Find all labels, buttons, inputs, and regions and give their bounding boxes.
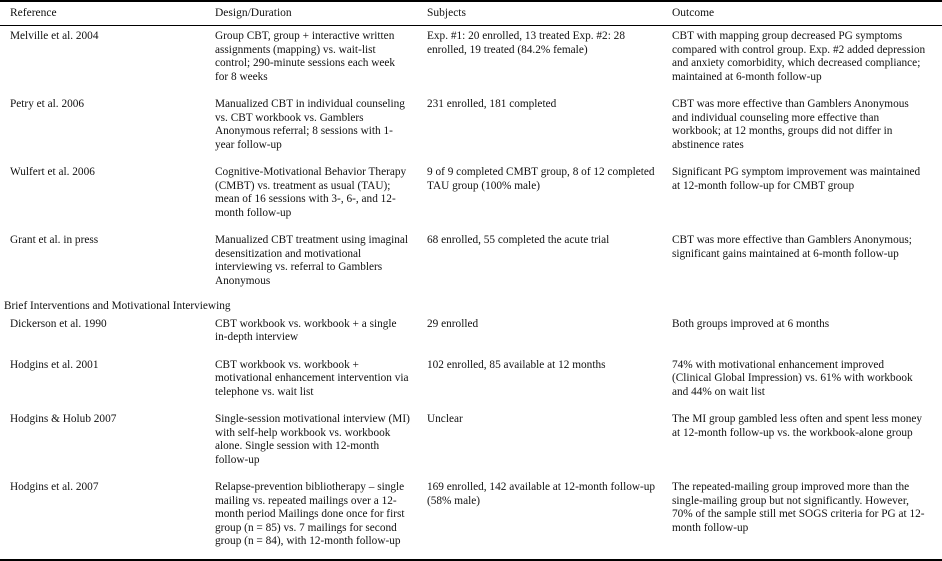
column-header-subjects: Subjects bbox=[427, 1, 672, 26]
table-row bbox=[0, 162, 942, 230]
table-body bbox=[0, 26, 942, 560]
table-row bbox=[0, 26, 942, 95]
cell-design: Cognitive-Motivational Behavior Therapy (CMBT) vs. treatment as usual (TAU); mean of 16 sessions with 3-, 6-, and 12-month follow-up bbox=[215, 166, 407, 219]
cell-outcome: 74% with motivational enhancement improved (Clinical Global Impression) vs. 61% with workbook and 44% on wait list bbox=[672, 358, 913, 398]
section-row bbox=[0, 298, 942, 314]
table-row bbox=[0, 477, 942, 560]
table-header bbox=[0, 1, 942, 26]
cell-design: Manualized CBT treatment using imaginal desensitization and motivational interviewing vs. referral to Gamblers Anonymous bbox=[215, 234, 409, 287]
table-row bbox=[0, 230, 942, 298]
cell-design: CBT workbook vs. workbook + a single in-depth interview bbox=[215, 317, 397, 343]
cell-reference: Grant et al. in press bbox=[10, 234, 99, 246]
cell-subjects: 9 of 9 completed CMBT group, 8 of 12 completed TAU group (100% male) bbox=[427, 166, 655, 192]
cell-subjects: 169 enrolled, 142 available at 12-month follow-up (58% male) bbox=[427, 481, 656, 507]
cell-reference: Wulfert et al. 2006 bbox=[10, 166, 95, 178]
cell-design: CBT workbook vs. workbook + motivational enhancement intervention via telephone vs. wait list bbox=[215, 358, 409, 398]
cell-reference: Hodgins et al. 2007 bbox=[10, 481, 99, 493]
cell-reference: Hodgins & Holub 2007 bbox=[10, 413, 117, 425]
column-header-design: Design/Duration bbox=[215, 1, 427, 26]
header-row bbox=[0, 1, 942, 26]
cell-outcome: Significant PG symptom improvement was maintained at 12-month follow-up for CMBT group bbox=[672, 166, 921, 192]
table-row bbox=[0, 94, 942, 162]
cell-outcome: The repeated-mailing group improved more than the single-mailing group but not significantly. However, 70% of the sample still met SOGS criteria for PG at 12-month follow-up bbox=[672, 481, 925, 534]
cell-reference: Dickerson et al. 1990 bbox=[10, 317, 107, 330]
cell-design: Relapse-prevention bibliotherapy – single mailing vs. repeated mailings over a 12-month period Mailings done once for first group (n = 85) vs. 7 mailings for second group (n = 84), with 12-month follow-up bbox=[215, 481, 405, 547]
cell-subjects: 231 enrolled, 181 completed bbox=[427, 98, 557, 110]
cell-reference: Petry et al. 2006 bbox=[10, 98, 85, 110]
column-header-outcome: Outcome bbox=[672, 1, 942, 26]
cell-outcome: CBT was more effective than Gamblers Anonymous and individual counseling more effective than workbook; at 12 months, groups did not differ in abstinence rates bbox=[672, 98, 909, 151]
cell-subjects: 102 enrolled, 85 available at 12 months bbox=[427, 358, 606, 371]
cell-design: Group CBT, group + interactive written assignments (mapping) vs. wait-list control; 290-minute sessions each week for 8 weeks bbox=[215, 30, 396, 83]
cell-subjects: 29 enrolled bbox=[427, 317, 479, 330]
cell-design: Single-session motivational interview (MI) with self-help workbook vs. workbook alone. Single session with 12-month follow-up bbox=[215, 413, 410, 466]
cell-outcome: CBT with mapping group decreased PG symptoms compared with control group. Exp. #2 added depression and anxiety comorbidity, which decreased compliance; maintained at 6-month follow-up bbox=[672, 30, 926, 83]
cell-reference: Hodgins et al. 2001 bbox=[10, 358, 99, 371]
cell-subjects: Unclear bbox=[427, 413, 463, 425]
table-row bbox=[0, 355, 942, 410]
cell-outcome: Both groups improved at 6 months bbox=[672, 317, 830, 330]
section-label: Brief Interventions and Motivational Interviewing bbox=[4, 300, 231, 312]
column-header-reference: Reference bbox=[0, 1, 215, 26]
cell-subjects: 68 enrolled, 55 completed the acute trial bbox=[427, 234, 610, 246]
cell-outcome: The MI group gambled less often and spent less money at 12-month follow-up vs. the workbook-alone group bbox=[672, 413, 923, 439]
cell-subjects: Exp. #1: 20 enrolled, 13 treated Exp. #2: 28 enrolled, 19 treated (84.2% female) bbox=[427, 30, 625, 56]
table-row bbox=[0, 314, 942, 355]
table-row bbox=[0, 409, 942, 477]
cell-outcome: CBT was more effective than Gamblers Anonymous; significant gains maintained at 6-month follow-up bbox=[672, 234, 912, 260]
cell-design: Manualized CBT in individual counseling vs. CBT workbook vs. Gamblers Anonymous referral; 8 sessions with 1-year follow-up bbox=[215, 98, 405, 151]
cell-reference: Melville et al. 2004 bbox=[10, 30, 99, 42]
